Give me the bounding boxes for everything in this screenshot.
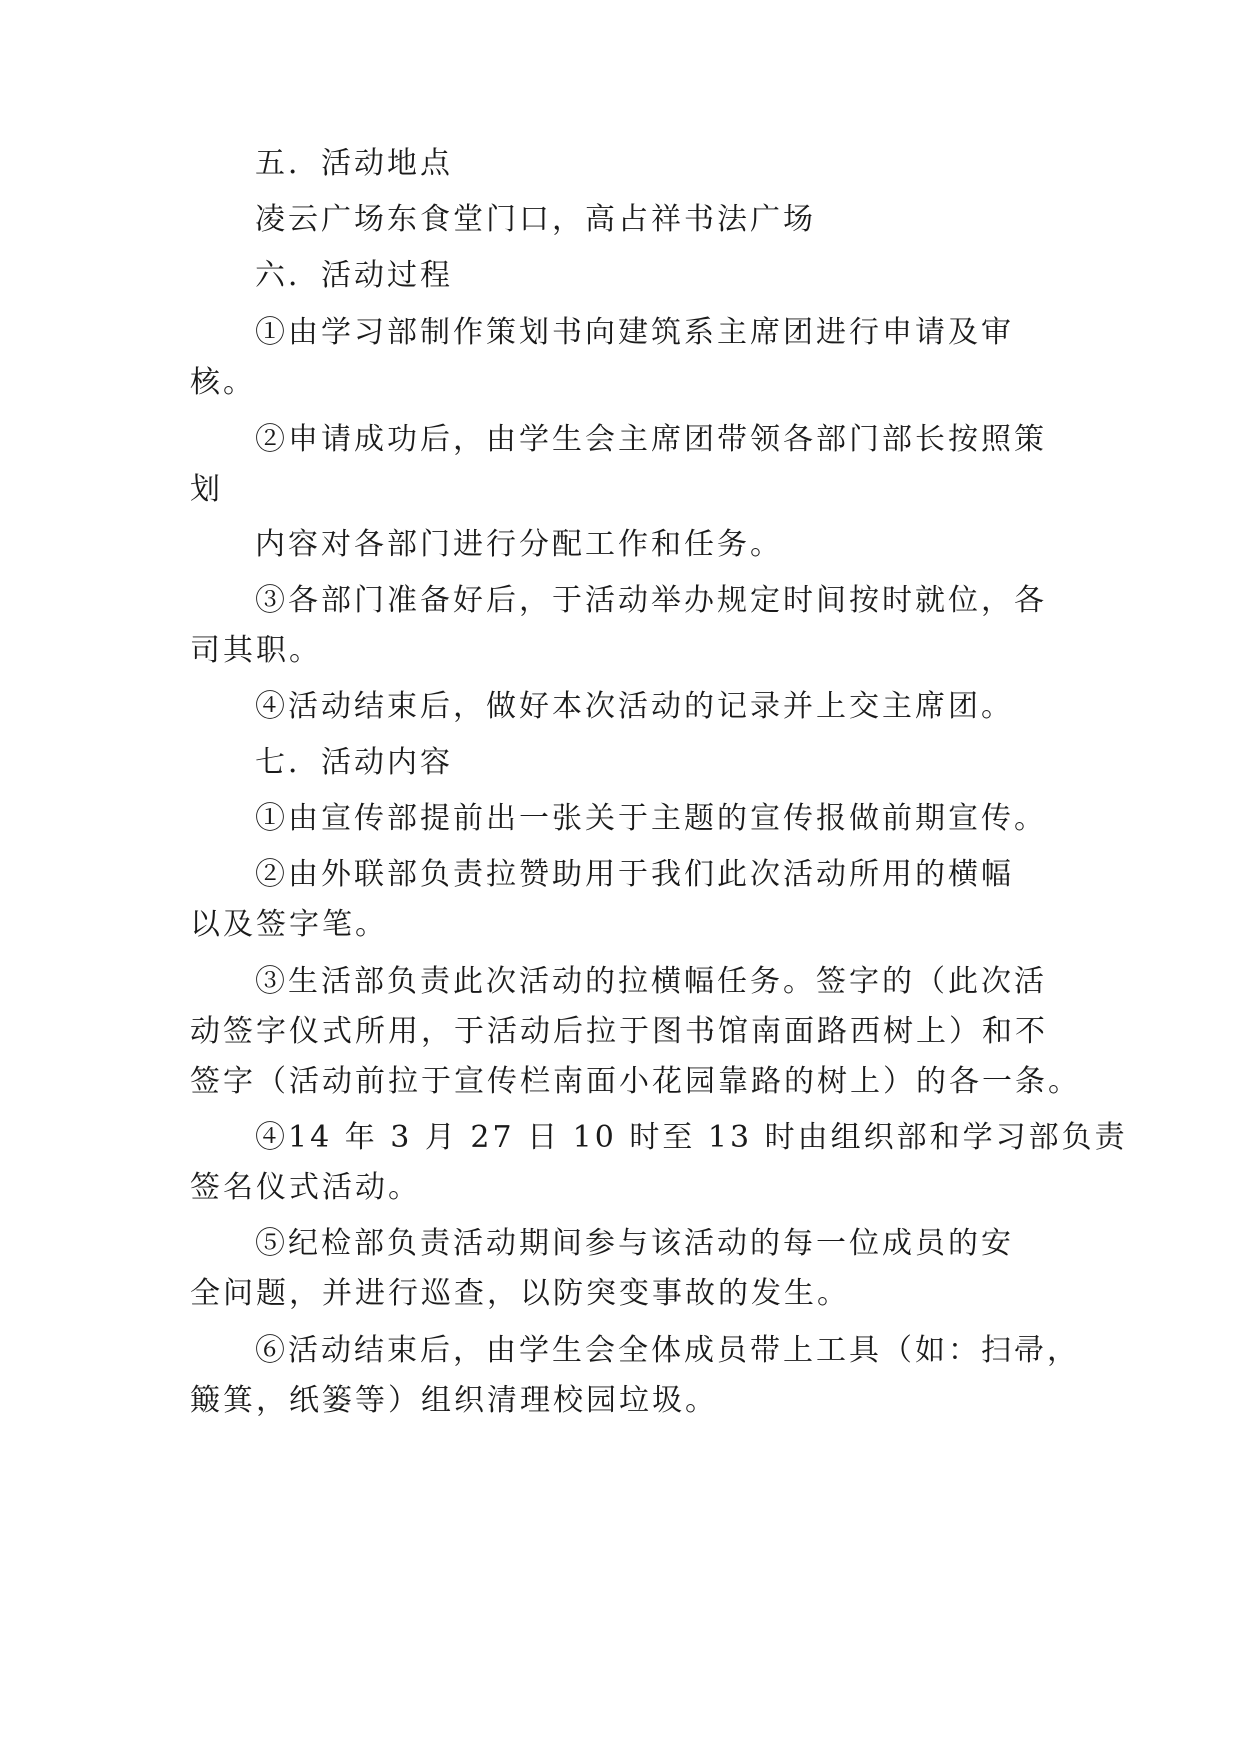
section-heading-location: 五．活动地点 [255,146,453,181]
paragraph-content-3: ③生活部负责此次活动的拉横幅任务。签字的（此次活 [255,964,1047,999]
paragraph-content-5: ⑤纪检部负责活动期间参与该活动的每一位成员的安 [255,1226,1014,1261]
paragraph-process-3-cont: 司其职。 [190,633,322,668]
section-heading-process: 六．活动过程 [255,258,453,293]
paragraph-process-4: ④活动结束后，做好本次活动的记录并上交主席团。 [255,689,1014,724]
section-heading-content: 七．活动内容 [255,745,453,780]
paragraph-process-2-cont: 划 [190,472,223,507]
paragraph-content-5-cont: 全问题，并进行巡查，以防突变事故的发生。 [190,1276,850,1311]
paragraph-content-1: ①由宣传部提前出一张关于主题的宣传报做前期宣传。 [255,801,1047,836]
paragraph-process-2: ②申请成功后，由学生会主席团带领各部门部长按照策 [255,422,1047,457]
paragraph-location: 凌云广场东食堂门口，高占祥书法广场 [255,202,816,237]
paragraph-process-3: ③各部门准备好后，于活动举办规定时间按时就位，各 [255,583,1047,618]
paragraph-content-6: ⑥活动结束后，由学生会全体成员带上工具（如：扫帚， [255,1333,1080,1368]
paragraph-process-1-cont: 核。 [190,365,256,400]
paragraph-content-3-cont: 动签字仪式所用，于活动后拉于图书馆南面路西树上）和不 [190,1014,1048,1049]
paragraph-content-2-cont: 以及签字笔。 [190,907,388,942]
paragraph-content-4-cont: 签名仪式活动。 [190,1170,421,1205]
paragraph-content-3-cont-2: 签字（活动前拉于宣传栏南面小花园靠路的树上）的各一条。 [190,1064,1081,1099]
paragraph-content-4: ④14 年 3 月 27 日 10 时至 13 时由组织部和学习部负责 [255,1120,1128,1155]
paragraph-content-6-cont: 簸箕，纸篓等）组织清理校园垃圾。 [190,1383,718,1418]
paragraph-content-2: ②由外联部负责拉赞助用于我们此次活动所用的横幅 [255,857,1014,892]
paragraph-process-2-cont-2: 内容对各部门进行分配工作和任务。 [255,527,783,562]
paragraph-process-1: ①由学习部制作策划书向建筑系主席团进行申请及审 [255,315,1014,350]
